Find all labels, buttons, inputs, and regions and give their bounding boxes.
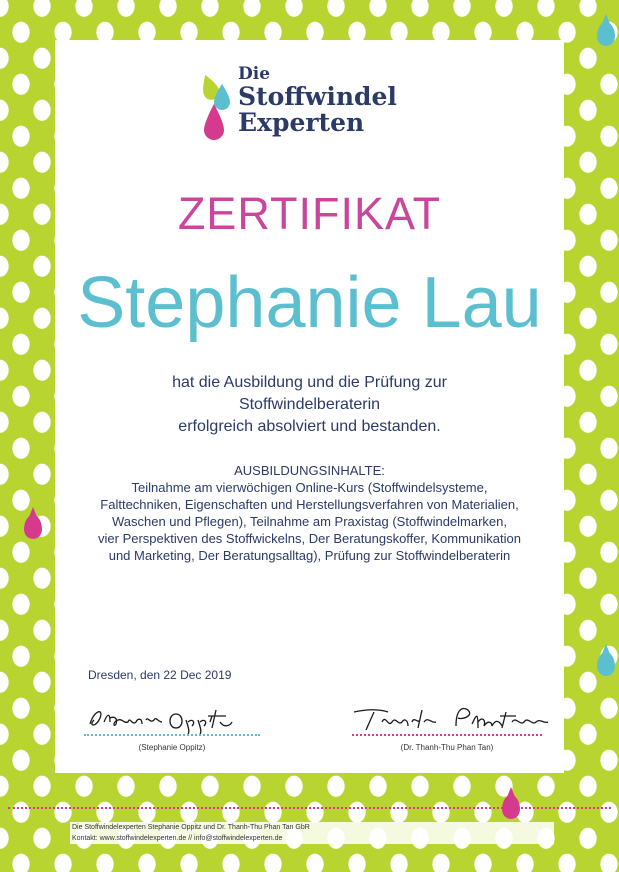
logo-wordmark [238,64,397,136]
content-heading: AUSBILDUNGSINHALTE: [234,463,385,478]
handwritten-signature-1 [84,700,260,734]
footer-line-1: Die Stoffwindelexperten Stephanie Oppitz und Dr. Thanh-Thu Phan Tan GbR [72,824,310,831]
statement-line: hat die Ausbildung und die Prüfung zur [172,374,447,391]
certificate-statement [0,372,619,438]
teal-drop-top-right [597,22,615,46]
logo-line-3: Experten [238,108,365,137]
recipient-name: Stephanie Lau [77,263,542,343]
statement-line: Stoffwindelberaterin [238,396,381,413]
teal-drop-right [597,652,615,676]
handwritten-signature-2 [352,700,552,734]
logo-drops-icon [200,70,240,160]
signature-line-2 [352,734,542,736]
content-line: und Marketing, Der Beratungsalltag), Prüfung zur Stoffwindelberaterin [108,548,511,563]
footer-line-2: Kontakt: www.stoffwindelexperten.de // info@stoffwindelexperten.de [72,835,283,842]
logo-line-2: Stoffwindel [238,82,397,111]
content-line: vier Perspektiven des Stoffwickelns, Der Beratungskoffer, Kommunikation [98,531,521,546]
logo-line-1: Die [238,64,271,84]
content-line: Teilnahme am vierwöchigen Online-Kurs (Stoffwindelsysteme, [131,480,488,495]
issue-date: Dresden, den 22 Dec 2019 [88,668,232,682]
content-line: Waschen und Pflegen), Teilnahme am Praxistag (Stoffwindelmarken, [111,514,507,529]
training-content [0,462,619,564]
statement-line: erfolgreich absolviert und bestanden. [178,418,441,435]
certificate-title: ZERTIFIKAT [177,188,442,239]
footer-divider [8,807,611,809]
signature-caption-1: (Stephanie Oppitz) [138,743,206,752]
logo [200,64,430,154]
signature-caption-2: (Dr. Thanh-Thu Phan Tan) [400,743,494,752]
signature-line-1 [84,734,260,736]
signature-block-1 [84,700,284,760]
signature-block-2 [352,700,552,760]
footer [70,822,554,844]
content-line: Falttechniken, Eigenschaften und Herstellungsverfahren von Materialien, [100,497,519,512]
